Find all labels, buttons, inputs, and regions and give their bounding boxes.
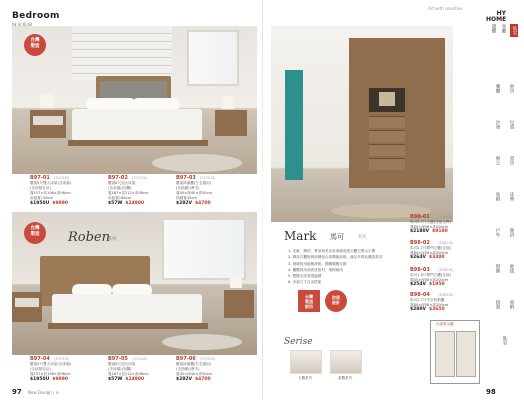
sidebar-tab[interactable]: 沙發: [495, 120, 500, 129]
lamp: [222, 96, 234, 109]
rug: [152, 154, 242, 172]
bed-frame: [68, 140, 208, 146]
brick-wall: [72, 26, 172, 81]
feature-item: 4. 櫃體採用高密度板材，環保耐用: [288, 267, 343, 272]
series-tag: 系列: [358, 234, 366, 239]
drawer: [15, 298, 39, 307]
made-in-taiwan-badge: 台灣 製造: [24, 34, 46, 56]
sidebar-tab[interactable]: 戶外: [495, 228, 500, 237]
window: [187, 30, 239, 86]
quality-badge: 台灣 製造 耐用: [298, 290, 320, 312]
sidebar-tab[interactable]: 書房: [509, 156, 514, 165]
product-info: B98-02 (7081-B) 馬可2.7尺開門衣櫃(含抽) 寬80×深58×高200cm $264V $3400: [410, 240, 453, 261]
nightstand: [224, 290, 254, 318]
sidebar-tab[interactable]: 兒童: [509, 120, 514, 129]
sidebar: [488, 24, 522, 394]
curtain: [285, 70, 303, 180]
page-number-left: 97: [12, 388, 22, 396]
brand-mark: HY HOME: [486, 10, 507, 23]
drawer: [369, 158, 405, 170]
product-info: B97-05 (7074-B) 羅賓6尺加大床架 (含床頭)(加購) 寬187×長212×高98cm $57W $24900: [108, 356, 149, 382]
sidebar-tab[interactable]: 客廳: [501, 24, 506, 33]
sidebar-tab[interactable]: 廚房: [509, 84, 514, 93]
sidebar-tab[interactable]: 邊櫃: [491, 24, 496, 33]
series-title: Mark: [284, 229, 317, 243]
drawer: [369, 130, 405, 142]
rug: [162, 334, 242, 350]
sidebar-tab-active[interactable]: 臥室: [512, 26, 517, 35]
product-info: B98-03 (7082-B) 馬可1.5尺單門衣櫃(含抽) 寬45×深58×高200cm $254V $1950: [410, 267, 453, 288]
bedroom-photo-bottom: [12, 212, 257, 355]
feature-item: 2. 開放式櫃格與抽屜組合高機能收納，滿足多樣化擺放需求: [288, 255, 383, 260]
drawer: [369, 144, 405, 156]
tagline: Art with sensitive: [428, 6, 463, 11]
sidebar-tab[interactable]: 臥室: [502, 336, 507, 345]
scratch-resistant-badge: 防刮 設計: [325, 290, 347, 312]
interior-label: 內部展示圖: [436, 322, 454, 326]
wardrobe-photo: [271, 26, 453, 222]
feature-item: 5. 整體木紋質感溫潤: [288, 274, 322, 279]
sidebar-tab[interactable]: 餐廳: [495, 84, 500, 93]
feature-item: 6. 多款尺寸自由搭配: [288, 280, 322, 285]
page-tag: New Design / is: [28, 390, 59, 395]
series-thumb: [330, 350, 362, 374]
page-title: Bedroom: [12, 11, 60, 21]
sidebar-tab[interactable]: 收納: [495, 192, 500, 201]
bedroom-photo-top: [12, 26, 257, 174]
nightstand: [12, 292, 42, 322]
mattress: [52, 294, 202, 324]
product-info: B97-02 (7071-B) 羅賓6尺加大床架 (含床頭)(加購) 寬187×長212×高98cm 床板寬188cm $57W $24900: [108, 175, 149, 206]
serise-logo: Serise: [284, 337, 313, 347]
series-title-cn: 馬可: [330, 233, 344, 241]
feature-list: [288, 248, 398, 286]
bed-frame: [48, 323, 208, 329]
interior-panel: [456, 331, 476, 377]
series-logo: Roben: [68, 230, 111, 245]
window: [162, 218, 246, 280]
product-info: B97-01 (7070-B) 羅賓5尺雙人床架(含床頭) (含床墊另計) 寬157×長196×高98cm 床板寬158cm $1950U $9890: [30, 175, 72, 206]
series-subtitle: 系列: [108, 236, 116, 241]
sidebar-tab[interactable]: 掛畫: [495, 300, 500, 309]
series-thumb: [290, 350, 322, 374]
mattress: [72, 109, 202, 141]
nightstand: [215, 110, 247, 136]
product-info: B98-04 (7083-B) 馬可2.7尺中空收納櫃 寬80×深58×高200cm $289V $3650: [410, 292, 453, 313]
sidebar-tab[interactable]: 辦公: [495, 156, 500, 165]
sidebar-tab[interactable]: 床墊: [509, 192, 514, 201]
page-number-right: 98: [486, 388, 496, 396]
interior-diagram: [430, 320, 480, 384]
drawer: [369, 116, 405, 128]
drawer: [33, 116, 63, 125]
sidebar-tab[interactable]: 地毯: [509, 264, 514, 273]
feature-item: 1. 北歐、簡約、實用與美並收系統收納衣櫃空間大小間: [288, 249, 376, 253]
thumb-caption: 書櫃系列: [338, 376, 352, 380]
sidebar-tab[interactable]: 燈飾: [495, 264, 500, 273]
product-info: B97-06 (7075-D) 羅賓床頭櫃(左右通用) (含抽屜)(實木) 寬45×深40×高50cm $282V $4700: [176, 356, 216, 382]
product-info: B98-01 (7080-B) 馬可2.7尺衣櫃(含掛衣桿) 寬80×深58×高200cm $2180V $9190: [410, 214, 453, 235]
lamp: [230, 274, 242, 288]
decor-pillow: [379, 92, 395, 106]
sidebar-tab[interactable]: 收納: [509, 300, 514, 309]
product-info: B97-03 (7072-D) 羅賓床頭櫃(左右通用) (含抽屜)(實木) 寬45×深40×高50cm 抽屜寬35cm $282V $4700: [176, 175, 216, 206]
sidebar-tab[interactable]: 衛浴: [509, 228, 514, 237]
lamp: [40, 94, 54, 108]
thumb-caption: 衣櫃系列: [298, 376, 312, 380]
product-info: B97-04 (7073-B) 羅賓5尺雙人床架(含床頭) (含床墊另計) 寬157×長196×高98cm $1950U $9890: [30, 356, 72, 382]
interior-panel: [435, 331, 455, 377]
made-in-taiwan-badge: 台灣 製造: [24, 222, 46, 244]
feature-item: 3. 抽屜採用緩衝滑軌，開關順暢安靜: [288, 261, 347, 266]
page-spine: [262, 0, 263, 400]
